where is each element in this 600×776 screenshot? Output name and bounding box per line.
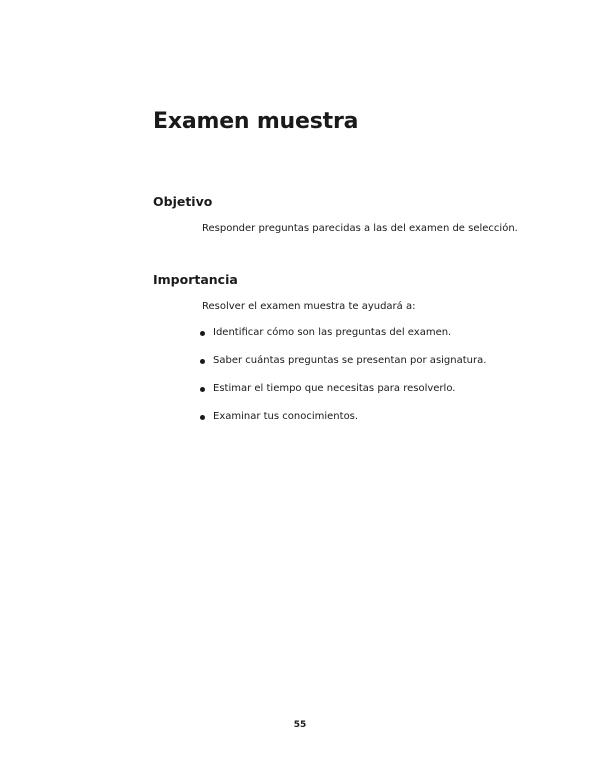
objetivo-text: Responder preguntas parecidas a las del examen de selección. <box>202 223 518 234</box>
list-item <box>198 354 486 368</box>
section-heading-importancia: Importancia <box>153 272 238 287</box>
page-number: 55 <box>293 720 307 730</box>
bullet-icon <box>200 359 205 364</box>
importancia-intro: Resolver el examen muestra te ayudará a: <box>202 301 416 312</box>
section-heading-objetivo: Objetivo <box>153 194 213 209</box>
bullet-icon <box>200 415 205 420</box>
list-item-text: Estimar el tiempo que necesitas para resolverlo. <box>213 383 456 394</box>
bullet-icon <box>200 331 205 336</box>
importancia-list <box>198 326 486 438</box>
list-item-text: Examinar tus conocimientos. <box>213 411 359 422</box>
list-item <box>198 326 486 340</box>
list-item <box>198 410 486 424</box>
page-title: Examen muestra <box>153 109 359 134</box>
list-item <box>198 382 486 396</box>
list-item-text: Saber cuántas preguntas se presentan por asignatura. <box>213 355 487 366</box>
list-item-text: Identificar cómo son las preguntas del examen. <box>213 327 452 338</box>
bullet-icon <box>200 387 205 392</box>
